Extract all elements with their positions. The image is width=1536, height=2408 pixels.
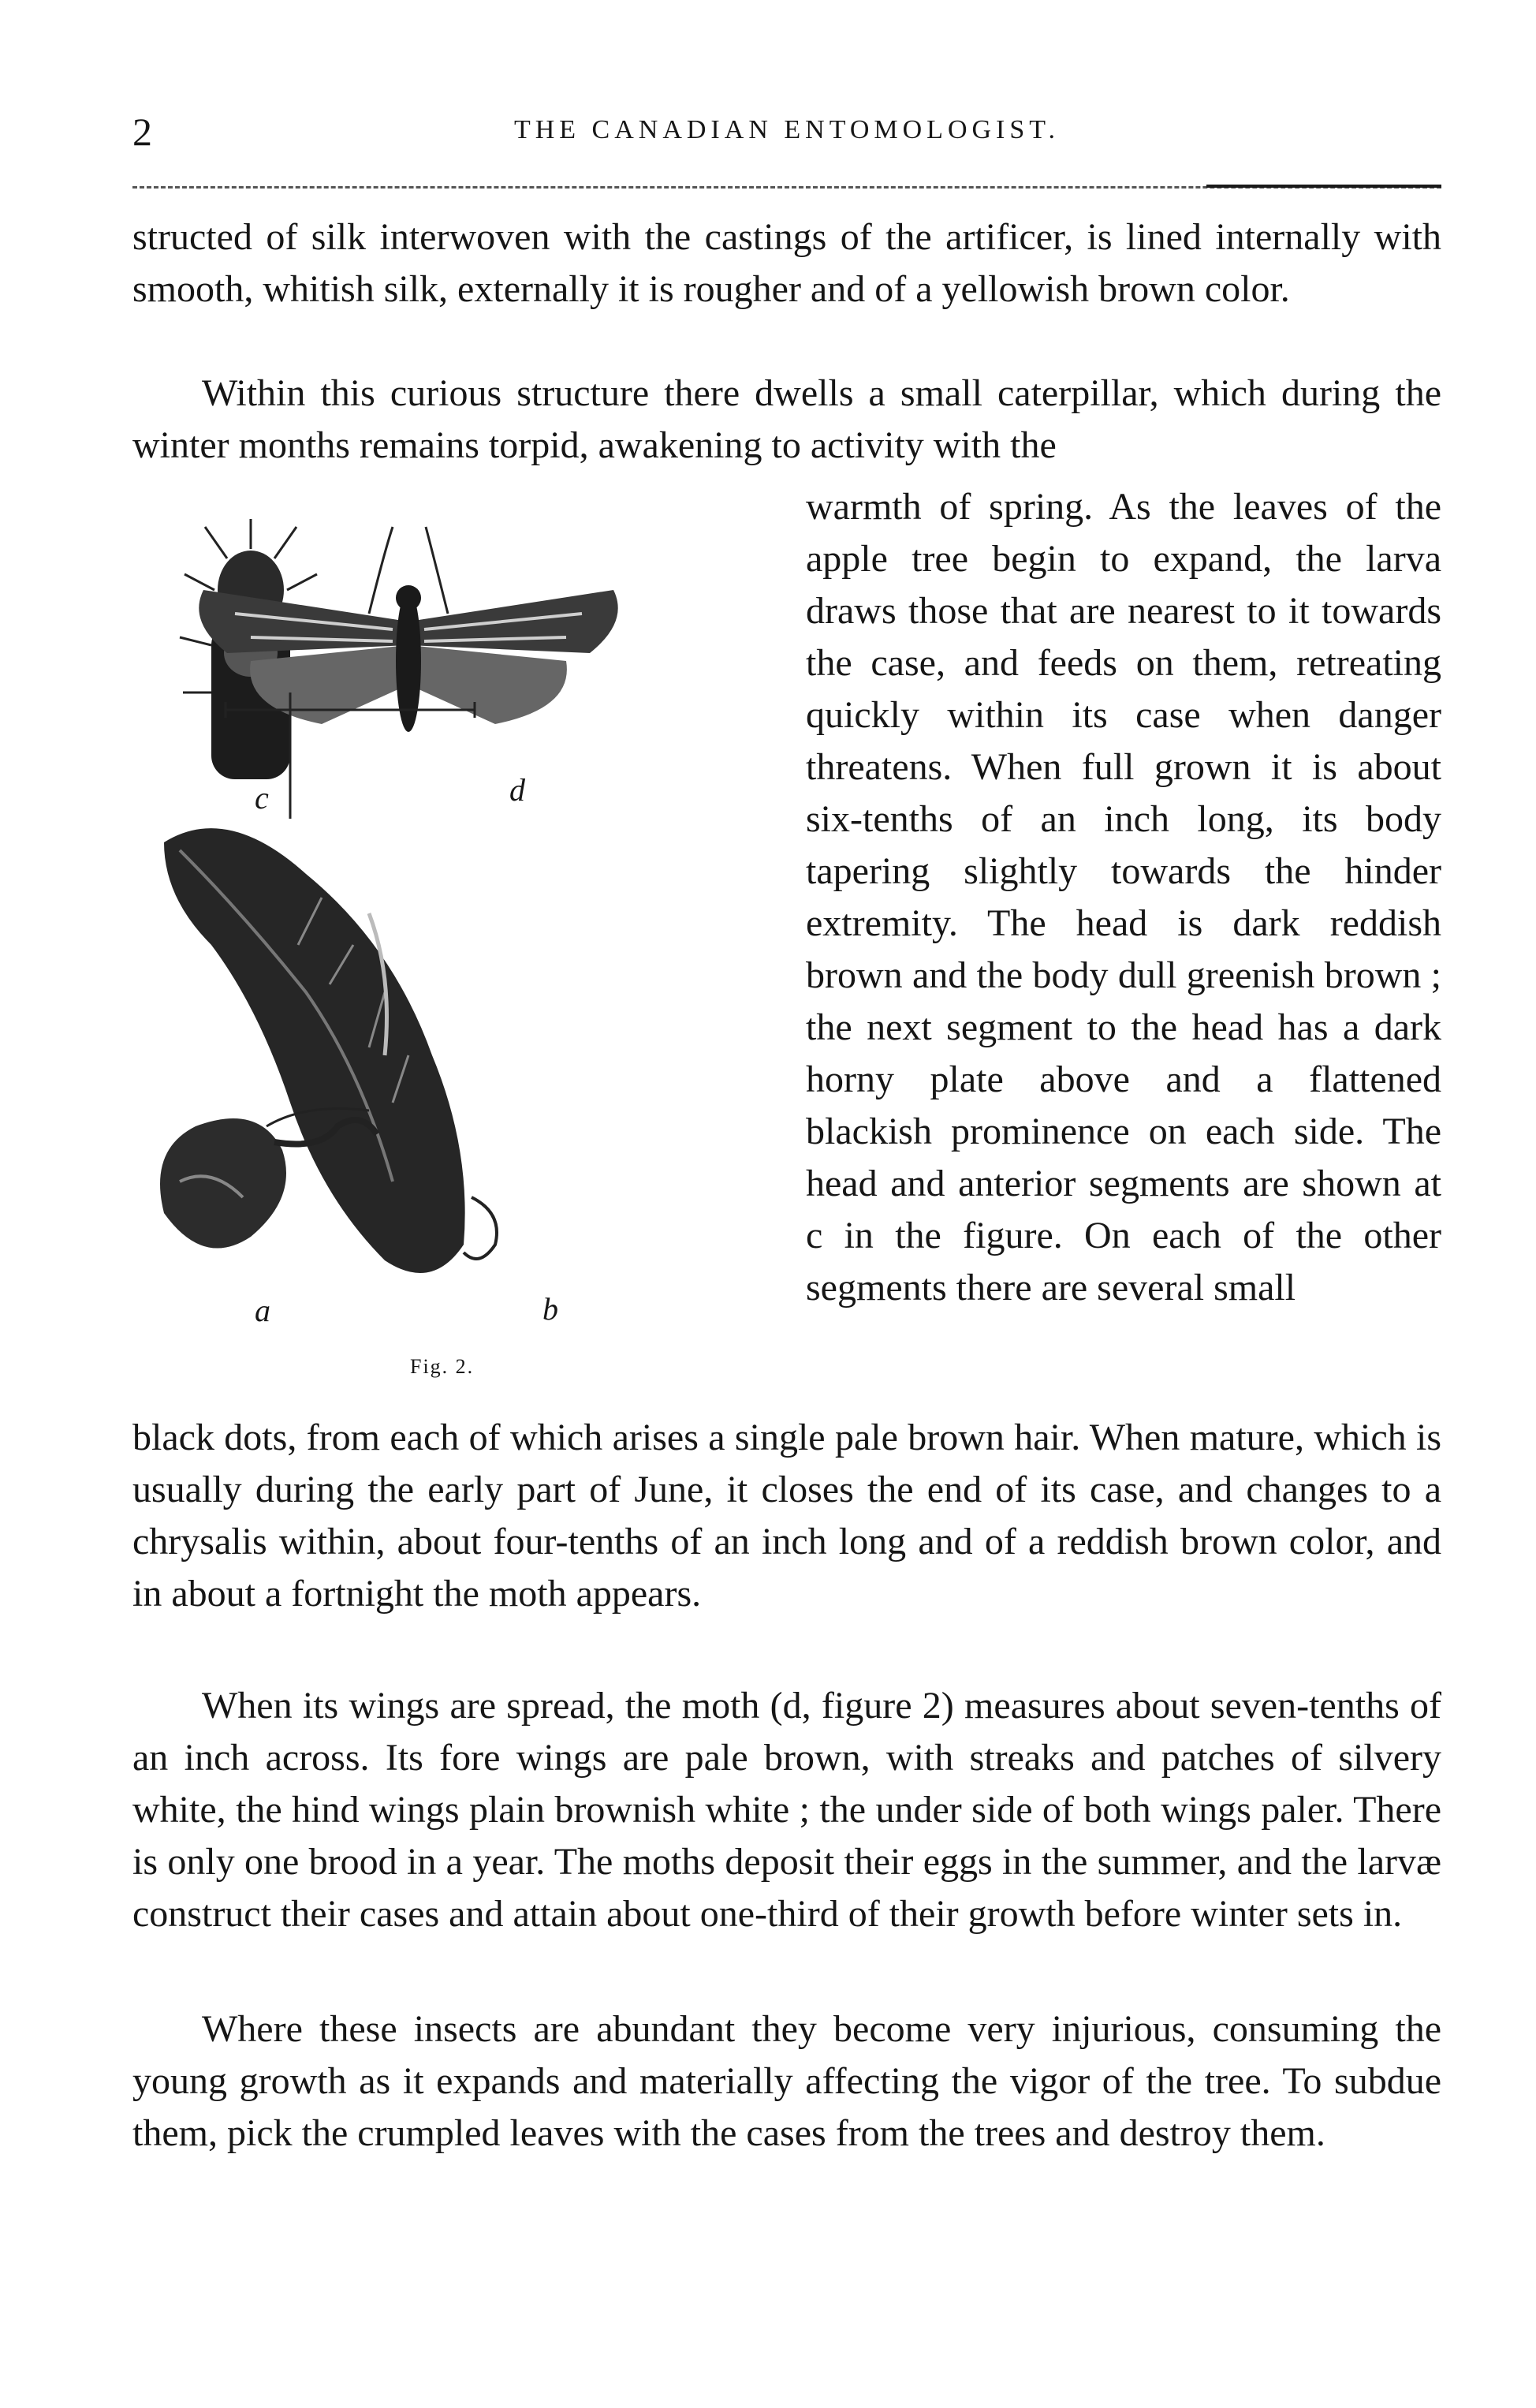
paragraph-2-top: Within this curious structure there dwells a small caterpillar, which during the winter months remains torpid, awakening to activity with the — [132, 372, 1441, 466]
paragraph-2-bottom: black dots, from each of which arises a single pale brown hair. When mature, which is usually during the early part of June, it closes the end of its case, and changes to a chrysalis within, about four-tenths of an inch long and of a reddish brown color, and in about a fortnight the moth appears. — [132, 1417, 1441, 1615]
running-title: THE CANADIAN ENTOMOLOGIST. — [513, 115, 1061, 144]
paragraph-2-side: warmth of spring. As the leaves of the apple tree begin to expand, the larva draws those that are nearest to it towards the case, and feeds on them, retreating quickly within its case when danger threatens. When full grown it is about six-tenths of an inch long, its body tapering slightly towards the hinder extremity. The head is dark reddish brown and the body dull greenish brown ; the next segment to the head has a dark horny plate above and a flattened blackish prominence on each side. The head and anterior segments are shown at c in the figure. On each of the other segments there are several small — [806, 486, 1441, 1309]
header-rule-solid — [1206, 185, 1441, 188]
paragraph-4: Where these insects are abundant they become very injurious, consuming the young growth as it expands and materially affecting the vigor of the tree. To subdue them, pick the crumpled leaves with the cases from the trees and destroy them. — [132, 2008, 1441, 2154]
figure-label-a: a — [255, 1293, 270, 1328]
paragraph-1: structed of silk interwoven with the castings of the artificer, is lined internally with smooth, whitish silk, externally it is rougher and of a yellowish brown color. — [132, 216, 1441, 310]
figure-label-c: c — [255, 780, 269, 816]
figure-caption: Fig. 2. — [410, 1355, 475, 1378]
paragraph-3: When its wings are spread, the moth (d, figure 2) measures about seven-tenths of an inch across. Its fore wings are pale brown, with streaks and patches of silvery white, the hind wings plain brownish white ; the under side of both wings paler. There is only one brood in a year. The moths deposit their eggs in the summer, and the larvæ construct their cases and attain about one-third of their growth before winter sets in. — [132, 1685, 1441, 1935]
page-header — [132, 109, 1441, 156]
figure-label-b: b — [542, 1291, 558, 1327]
figure-label-d: d — [509, 772, 525, 808]
figure-2 — [132, 503, 787, 1402]
figure-illustration — [132, 503, 787, 1402]
page-number: 2 — [132, 110, 152, 154]
